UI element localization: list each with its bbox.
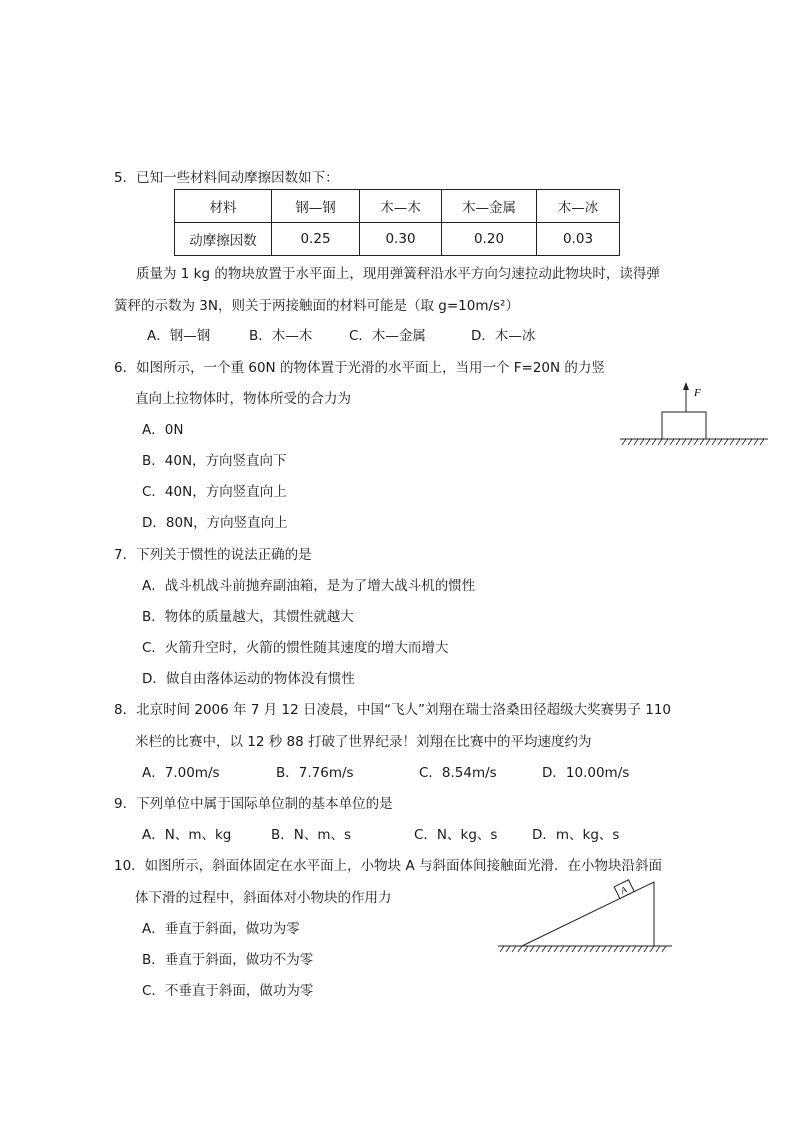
q9-stem: 9．下列单位中属于国际单位制的基本单位的是 — [114, 796, 393, 812]
ground-hatching — [622, 439, 764, 445]
q6-block-figure — [616, 378, 772, 448]
q5-stem: 5．已知一些材料间动摩擦因数如下： — [114, 170, 339, 186]
table-cell: 0.03 — [537, 223, 620, 256]
q10-option-b: B．垂直于斜面，做功不为零 — [142, 952, 314, 968]
q9-option-c: C．N、kg、s — [414, 827, 498, 843]
q8-option-d: D．10.00m/s — [542, 765, 630, 781]
q8-stem-line1: 8．北京时间 2006 年 7 月 12 日凌晨，中国“飞人”刘翔在瑞士洛桑田径超级大奖赛男子 110 — [114, 702, 672, 718]
q5-paragraph-line1: 质量为 1 kg 的物块放置于水平面上，现用弹簧秤沿水平方向匀速拉动此物块时，读得弹 — [136, 266, 660, 282]
table-cell: 0.25 — [272, 223, 360, 256]
q5-option-c: C．木—金属 — [349, 328, 426, 344]
friction-table — [174, 189, 620, 256]
q6-option-c: C．40N，方向竖直向上 — [142, 484, 287, 500]
table-header-cell: 木—冰 — [537, 190, 620, 223]
table-header-cell: 木—木 — [360, 190, 442, 223]
q10-stem-line1: 10．如图所示，斜面体固定在水平面上，小物块 A 与斜面体间接触面光滑．在小物块沿斜面 — [114, 858, 662, 874]
q5-option-d: D．木—冰 — [471, 328, 536, 344]
q9-option-b: B．N、m、s — [271, 827, 352, 843]
table-header-row — [175, 190, 620, 223]
q10-stem-line2: 体下滑的过程中，斜面体对小物块的作用力 — [135, 890, 392, 906]
force-arrow-head — [683, 382, 689, 390]
q8-option-a: A．7.00m/s — [142, 765, 220, 781]
q5-option-b: B．木—木 — [249, 328, 313, 344]
q6-stem-line1: 6．如图所示，一个重 60N 的物体置于光滑的水平面上，当用一个 F=20N 的力竖 — [114, 360, 605, 376]
q6-option-a: A．0N — [142, 422, 184, 438]
q9-option-d: D．m、kg、s — [532, 827, 620, 843]
block — [662, 412, 706, 439]
table-row — [175, 223, 620, 256]
q9-option-a: A．N、m、kg — [142, 827, 232, 843]
force-label: F — [694, 387, 701, 399]
q5-option-a: A．钢—钢 — [147, 328, 211, 344]
block-a — [614, 880, 634, 899]
q7-option-b: B．物体的质量越大，其惯性就越大 — [142, 609, 354, 625]
table-header-cell: 木—金属 — [442, 190, 537, 223]
q7-stem: 7．下列关于惯性的说法正确的是 — [114, 547, 312, 563]
q10-option-a: A．垂直于斜面，做功为零 — [142, 921, 300, 937]
q8-option-c: C．8.54m/s — [419, 765, 497, 781]
table-cell: 动摩擦因数 — [175, 223, 272, 256]
block-label: A — [619, 884, 629, 896]
q8-option-b: B．7.76m/s — [276, 765, 354, 781]
q5-paragraph-line2: 簧秤的示数为 3N，则关于两接触面的材料可能是（取 g=10m/s²） — [114, 298, 519, 314]
q10-option-c: C．不垂直于斜面，做功为零 — [142, 983, 314, 999]
q7-option-c: C．火箭升空时，火箭的惯性随其速度的增大而增大 — [142, 640, 449, 656]
table-cell: 0.30 — [360, 223, 442, 256]
table-header-cell: 材料 — [175, 190, 272, 223]
q6-stem-line2: 直向上拉物体时，物体所受的合力为 — [135, 391, 351, 407]
table-cell: 0.20 — [442, 223, 537, 256]
q7-option-d: D．做自由落体运动的物体没有惯性 — [142, 671, 355, 687]
table-header-cell: 钢—钢 — [272, 190, 360, 223]
q10-incline-figure — [496, 874, 676, 958]
ground-hatching — [500, 946, 666, 952]
q6-option-d: D．80N，方向竖直向上 — [142, 515, 288, 531]
q6-option-b: B．40N，方向竖直向下 — [142, 453, 287, 469]
q8-stem-line2: 米栏的比赛中，以 12 秒 88 打破了世界纪录！刘翔在比赛中的平均速度约为 — [135, 734, 592, 750]
q7-option-a: A．战斗机战斗前抛弃副油箱，是为了增大战斗机的惯性 — [142, 578, 476, 594]
